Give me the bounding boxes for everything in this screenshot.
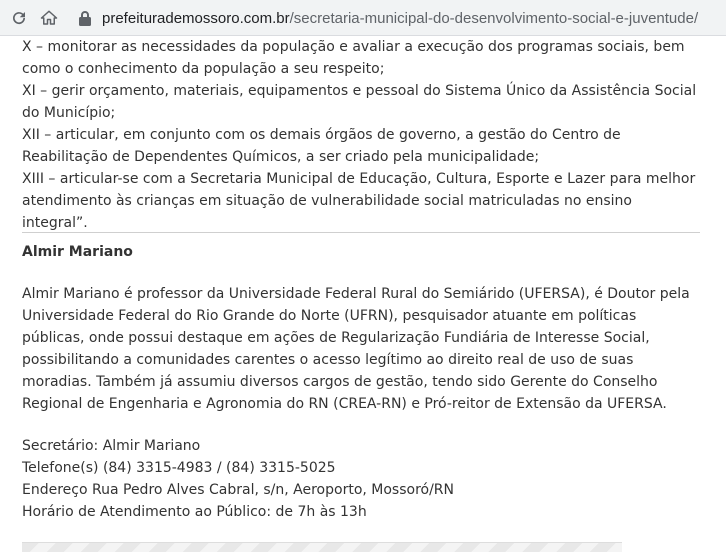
lock-icon: [78, 10, 92, 26]
law-item: XII – articular, em conjunto com os demais órgãos de governo, a gestão do Centro de Reabilitação de Dependentes Químicos, a ser criado pela municipalidade;: [22, 127, 621, 165]
contact-hours: Horário de Atendimento ao Público: de 7h às 13h: [22, 504, 367, 520]
contact-secretary: Secretário: Almir Mariano: [22, 438, 201, 454]
law-item: XIII – articular-se com a Secretaria Municipal de Educação, Cultura, Esporte e Lazer para melhor atendimento às crianças em situação de vulnerabilidade social matriculadas no ensino integral”.: [22, 171, 696, 231]
address-bar[interactable]: [78, 5, 718, 31]
secretary-name-heading: Almir Mariano: [22, 244, 133, 260]
secretary-bio: Almir Mariano é professor da Universidade Federal Rural do Semiárido (UFERSA), é Doutor pela Universidade Federal do Rio Grande do Norte (UFRN), pesquisador atuante em políticas públicas, onde possui destaque em ações de Regularização Fundiária de Interesse Social, possibilitando a comunidades carentes o acesso legítimo ao direito real de uso de suas moradias. Também já assumiu diversos cargos de gestão, tendo sido Gerente do Conselho Regional de Engenharia e Agronomia do RN (CREA-RN) e Pró-reitor de Extensão da UFERSA.: [22, 286, 690, 412]
url-path: /secretaria-municipal-do-desenvolvimento-social-e-juventude/: [289, 9, 699, 27]
browser-toolbar: [0, 0, 726, 36]
law-item: XI – gerir orçamento, materiais, equipamentos e pessoal do Sistema Único da Assistência Social do Município;: [22, 83, 697, 121]
contact-address: Endereço Rua Pedro Alves Cabral, s/n, Aeroporto, Mossoró/RN: [22, 482, 455, 498]
section-divider: [22, 232, 700, 233]
home-icon[interactable]: [38, 7, 60, 29]
reload-icon[interactable]: [8, 7, 30, 29]
law-item-list: [22, 36, 702, 234]
law-item: X – monitorar as necessidades da população e avaliar a execução dos programas sociais, bem como o conhecimento da população a seu respeito;: [22, 39, 685, 77]
contact-info: [22, 435, 700, 523]
url-host: prefeiturademossoro.com.br: [102, 9, 290, 27]
contact-phone: Telefone(s) (84) 3315-4983 / (84) 3315-5025: [22, 460, 336, 476]
